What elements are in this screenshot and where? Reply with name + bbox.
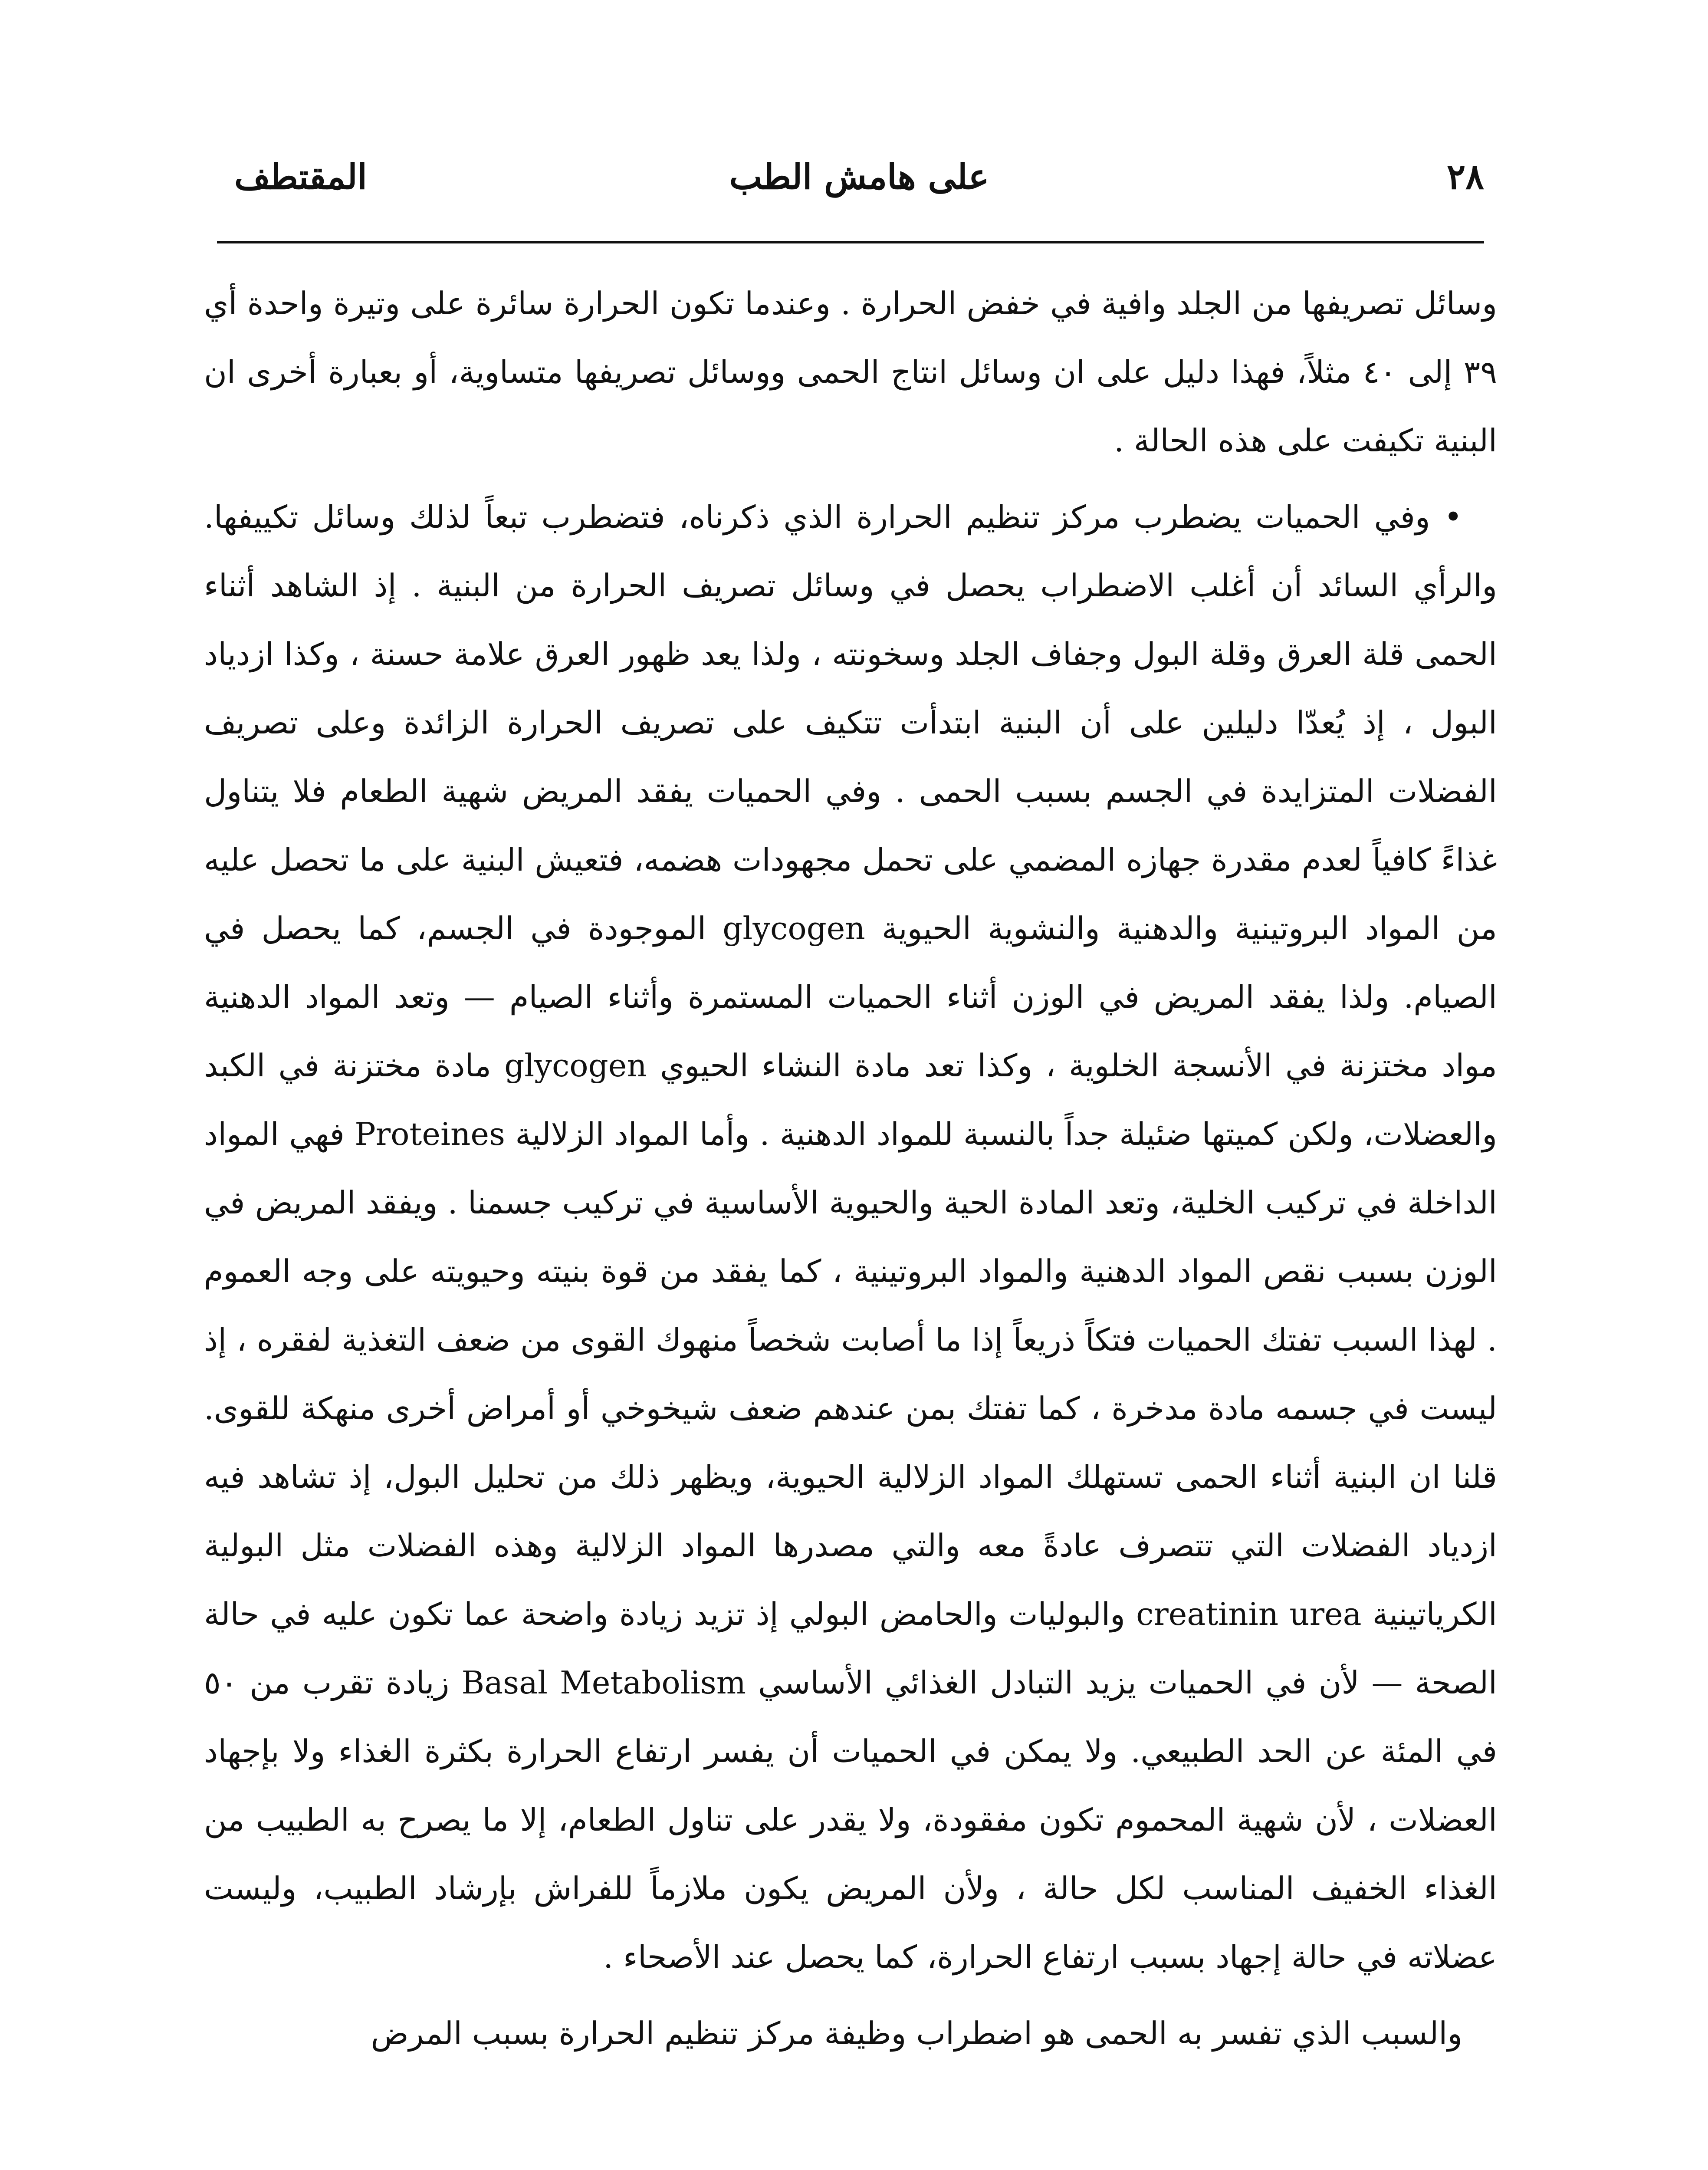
paragraph-2-part-f: زيادة تقرب من ٥٠ في المئة عن الحد الطبيعي. ولا يمكن في الحميات أن يفسر ارتفاع الحرارة بكثرة الغذاء ولا بإجهاد العضلات ، لأن شهية المحموم تكون مفقودة، ولا يقدر على تناول الطعام، إلا ما يصرح به الطبيب من الغذاء الخفيف المناسب لكل حالة ، ولأن المريض يكون ملازماً للفراش بإرشاد الطبيب، وليست عضلاته في حالة إجهاد بسبب ارتفاع الحرارة، كما يحصل عند الأصحاء . xyxy=(204,1664,1497,1975)
paragraph-2-part-a: • وفي الحميات يضطرب مركز تنظيم الحرارة الذي ذكرناه، فتضطرب تبعاً لذلك وسائل تكييفها. والرأي السائد أن أغلب الاضطراب يحصل في وسائل تصريف الحرارة من البنية . إذ الشاهد أثناء الحمى قلة العرق وقلة البول وجفاف الجلد وسخونته ، ولذا يعد ظهور العرق علامة حسنة ، وكذا ازدياد البول ، إذ يُعدّا دليلين على أن البنية ابتدأت تتكيف على تصريف الحرارة الزائدة وعلى تصريف الفضلات المتزايدة في الجسم بسبب الحمى . وفي الحميات يفقد المريض شهية الطعام فلا يتناول غذاءً كافياً لعدم مقدرة جهازه المضمي على تحمل مجهودات هضمه، فتعيش البنية على ما تحصل عليه من المواد البروتينية والدهنية والنشوية الحيوية xyxy=(204,499,1498,947)
term-glycogen: glycogen xyxy=(723,910,865,947)
article-body xyxy=(204,269,1497,2075)
running-title: على هامش الطب xyxy=(729,156,989,197)
page-header xyxy=(234,143,1484,221)
paragraph-2-part-e: والبوليات والحامض البولي إذ تزيد زيادة واضحة عما تكون عليه في حالة الصحة — لأن في الحميات يزيد التبادل الغذائي الأساسي xyxy=(204,1596,1498,1701)
term-creatinin-urea: creatinin urea xyxy=(1136,1596,1362,1632)
paragraph-3: والسبب الذي تفسر به الحمى هو اضطراب وظيفة مركز تنظيم الحرارة بسبب المرض xyxy=(371,2015,1462,2052)
page-number: ٢٨ xyxy=(1447,156,1484,197)
term-basal-metabolism: Basal Metabolism xyxy=(461,1664,746,1701)
header-divider xyxy=(217,241,1484,243)
paragraph-2-part-b: الموجودة في الجسم، كما يحصل في الصيام. ولذا يفقد المريض في الوزن أثناء الحميات المستمرة وأثناء الصيام — وتعد المواد الدهنية مواد مختزنة في الأنسجة الخلوية ، وكذا تعد مادة النشاء الحيوي xyxy=(204,910,1497,1084)
journal-name: المقتطف xyxy=(234,156,367,197)
paragraph-2 xyxy=(204,483,1497,1991)
paragraph-2-part-d: فهي المواد الداخلة في تركيب الخلية، وتعد المادة الحية والحيوية الأساسية في تركيب جسمنا . ويفقد المريض في الوزن بسبب نقص المواد الدهنية والمواد البروتينية ، كما يفقد من قوة بنيته وحيويته على وجه العموم . لهذا السبب تفتك الحميات فتكاً ذريعاً إذا ما أصابت شخصاً منهوك القوى من ضعف التغذية لفقره ، إذ ليست في جسمه مادة مدخرة ، كما تفتك بمن عندهم ضعف شيخوخي أو أمراض أخرى منهكة للقوى. قلنا ان البنية أثناء الحمى تستهلك المواد الزلالية الحيوية، ويظهر ذلك من تحليل البول، إذ تشاهد فيه ازدياد الفضلات التي تتصرف عادةً معه والتي مصدرها المواد الزلالية وهذه الفضلات مثل البولية الكرياتينية xyxy=(204,1116,1497,1632)
paragraph-1: وسائل تصريفها من الجلد وافية في خفض الحرارة . وعندما تكون الحرارة سائرة على وتيرة واحدة أي ٣٩ إلى ٤٠ مثلاً، فهذا دليل على ان وسائل انتاج الحمى ووسائل تصريفها متساوية، أو بعبارة أخرى ان البنية تكيفت على هذه الحالة . xyxy=(204,285,1498,459)
term-glycogen: glycogen xyxy=(504,1047,647,1084)
paragraph-2-part-c: مادة مختزنة في الكبد والعضلات، ولكن كميتها ضئيلة جداً بالنسبة للمواد الدهنية . وأما المواد الزلالية xyxy=(204,1047,1498,1152)
term-proteines: Proteines xyxy=(355,1116,505,1152)
